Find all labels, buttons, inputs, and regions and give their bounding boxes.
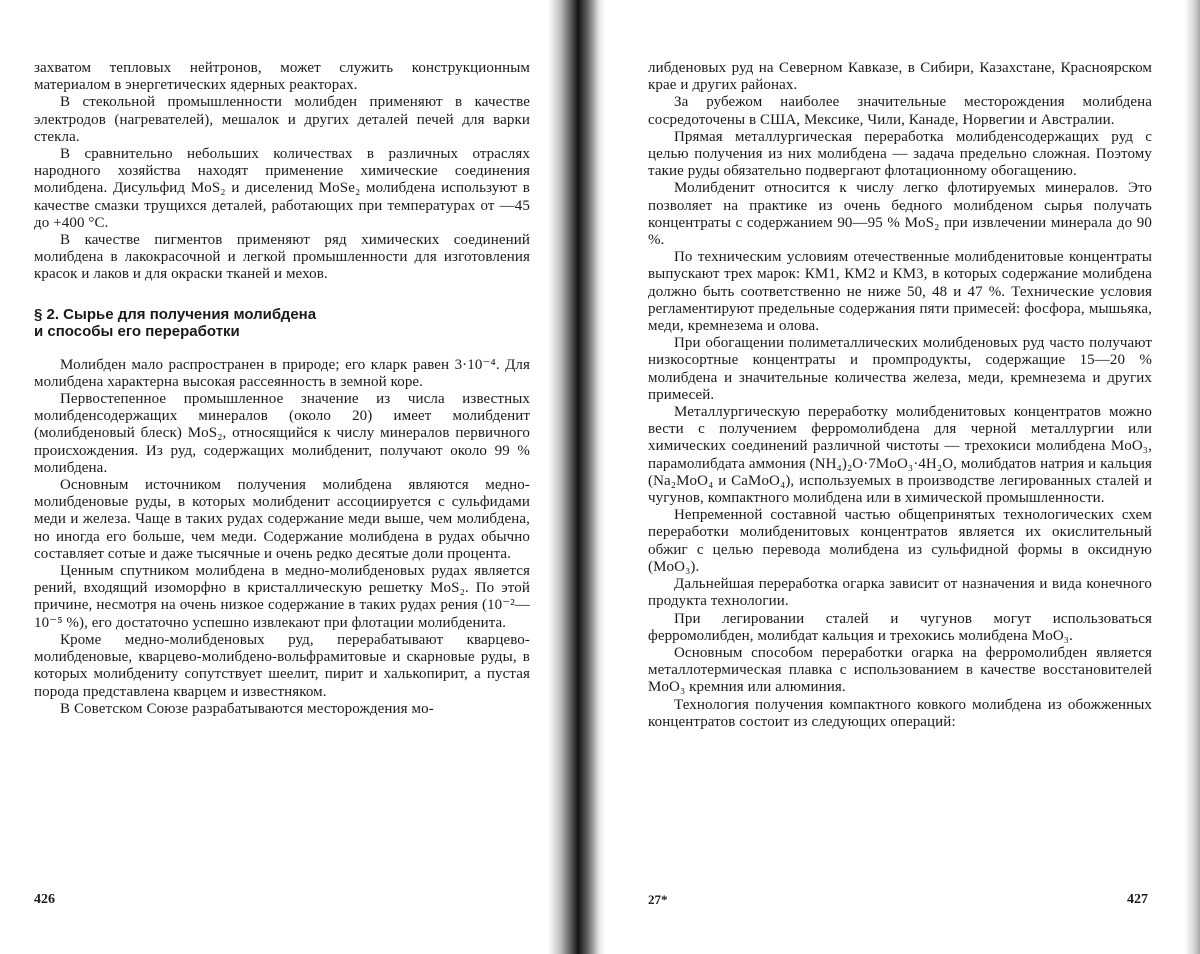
paragraph: В качестве пигментов применяют ряд химических соединений молибдена в лакокрасочной и легкой промышленности для изготовления красок и лаков и для окраски тканей и мехов.	[34, 232, 530, 283]
paragraph: Технология получения компактного ковкого молибдена из обожженных концентратов состоит из следующих операций:	[648, 696, 1152, 730]
book-gutter	[548, 0, 606, 954]
paragraph: В стекольной промышленности молибден применяют в качестве электродов (нагревателей), мешалок и других деталей печей для варки стекла.	[34, 94, 530, 145]
paragraph: либденовых руд на Северном Кавказе, в Сибири, Казахстане, Красноярском крае и других районах.	[648, 60, 1152, 94]
paragraph: Прямая металлургическая переработка молибденсодержащих руд с целью получения из них молибдена — задача предельно сложная. Поэтому такие руды обязательно подвергают флотационному обогащению.	[648, 128, 1152, 180]
paragraph: При обогащении полиметаллических молибденовых руд часто получают низкосортные концентраты и промпродукты, содержащие 15—20 % молибдена и значительные количества железа, меди, кремнезема и других примесей.	[648, 335, 1152, 403]
paragraph: При легировании сталей и чугунов могут использоваться ферромолибден, молибдат кальция и трехокись молибдена MoO₃.	[648, 610, 1152, 644]
paragraph: Молибденит относится к числу легко флотируемых минералов. Это позволяет на практике из очень бедного молибденом сырья получать концентраты с содержанием 90—95 % MoS₂ при извлечении минерала до 90 %.	[648, 180, 1152, 249]
section-heading	[34, 306, 530, 341]
paragraph: Ценным спутником молибдена в медно-молибденовых рудах является рений, входящий изоморфно в кристаллическую решетку MoS₂. По этой причине, несмотря на очень низкое содержание в таких рудах рения (10⁻²—10⁻⁵ %), его достаточно успешно извлекают при флотации молибденита.	[34, 563, 530, 631]
paragraph: В Советском Союзе разрабатываются месторождения мо-	[60, 700, 434, 717]
paragraph: За рубежом наиболее значительные месторождения молибдена сосредоточены в США, Мексике, Чили, Канаде, Норвегии и Австралии.	[648, 94, 1152, 128]
left-page	[0, 0, 548, 954]
paragraph: Непременной составной частью общепринятых технологических схем переработки молибденитовых концентратов является их окислительный обжиг с целью перевода молибдена из сульфидной формы в оксидную (MoO₃).	[648, 507, 1152, 575]
right-page	[606, 0, 1200, 954]
paragraph: Основным источником получения молибдена являются медно-молибденовые руды, в которых молибденит ассоциируется с сульфидами меди и железа. Чаще в таких рудах содержание меди выше, чем молибдена, но иногда его больше, чем меди. Содержание молибдена в рудах обычно составляет сотые и даже тысячные и очень редко десятые доли процента.	[34, 477, 530, 562]
paragraph: Основным способом переработки огарка на ферромолибден является металлотермическая плавка с использованием в качестве восстановителей MoO₃ кремния или алюминия.	[648, 644, 1152, 696]
page-edge-shadow	[1184, 0, 1200, 954]
page-number: 426	[34, 892, 55, 907]
paragraph: Дальнейшая переработка огарка зависит от назначения и вида конечного продукта технологии.	[648, 576, 1152, 610]
paragraph: Металлургическую переработку молибденитовых концентратов можно вести с получением ферромолибдена для черной металлургии или химических соединений различной чистоты — трехокиси молибдена MoO₃, парамолибдата аммония (NH₄)₂O·7MoO₃·4H₂O, молибдатов натрия и кальция (Na₂MoO₄ и CaMoO₄), используемых в производстве легированных сталей и чугунов, компактного молибдена или в химической промышленности.	[648, 404, 1152, 507]
printer-signature: 27*	[648, 892, 668, 907]
paragraph: захватом тепловых нейтронов, может служить конструкционным материалом в энергетических ядерных реакторах.	[34, 60, 530, 94]
section-heading-line: § 2. Сырье для получения молибдена	[34, 305, 317, 323]
page-number: 427	[1127, 892, 1148, 907]
paragraph: Кроме медно-молибденовых руд, перерабатывают кварцево-молибденовые, кварцево-молибдено-вольфрамитовые и скарновые руды, в которых молибдениту сопутствует шеелит, пирит и халькопирит, а пустая порода представлена кварцем и известняком.	[34, 631, 530, 700]
paragraph: Первостепенное промышленное значение из числа известных молибденсодержащих минералов (около 20) имеет молибденит (молибденовый блеск) MoS₂, относящийся к числу минералов первичного происхождения. Из руд, содержащих молибденит, получают около 99 % молибдена.	[34, 391, 530, 476]
paragraph: Молибден мало распространен в природе; его кларк равен 3·10⁻⁴. Для молибдена характерна высокая рассеянность в земной коре.	[34, 356, 530, 390]
section-heading-line: и способы его переработки	[34, 323, 240, 341]
paragraph: По техническим условиям отечественные молибденитовые концентраты выпускают трех марок: КМ1, КМ2 и КМ3, в которых содержание молибдена должно быть соответственно не ниже 50, 48 и 47 %. Технические условия регламентируют предельные содержания пяти примесей: фосфора, мышьяка, меди, кремнезема и олова.	[648, 249, 1152, 335]
paragraph: В сравнительно небольших количествах в различных отраслях народного хозяйства находят применение химические соединения молибдена. Дисульфид MoS₂ и диселенид MoSe₂ молибдена используют в качестве смазки трущихся деталей, работающих при температурах от —45 до +400 °С.	[34, 146, 530, 231]
